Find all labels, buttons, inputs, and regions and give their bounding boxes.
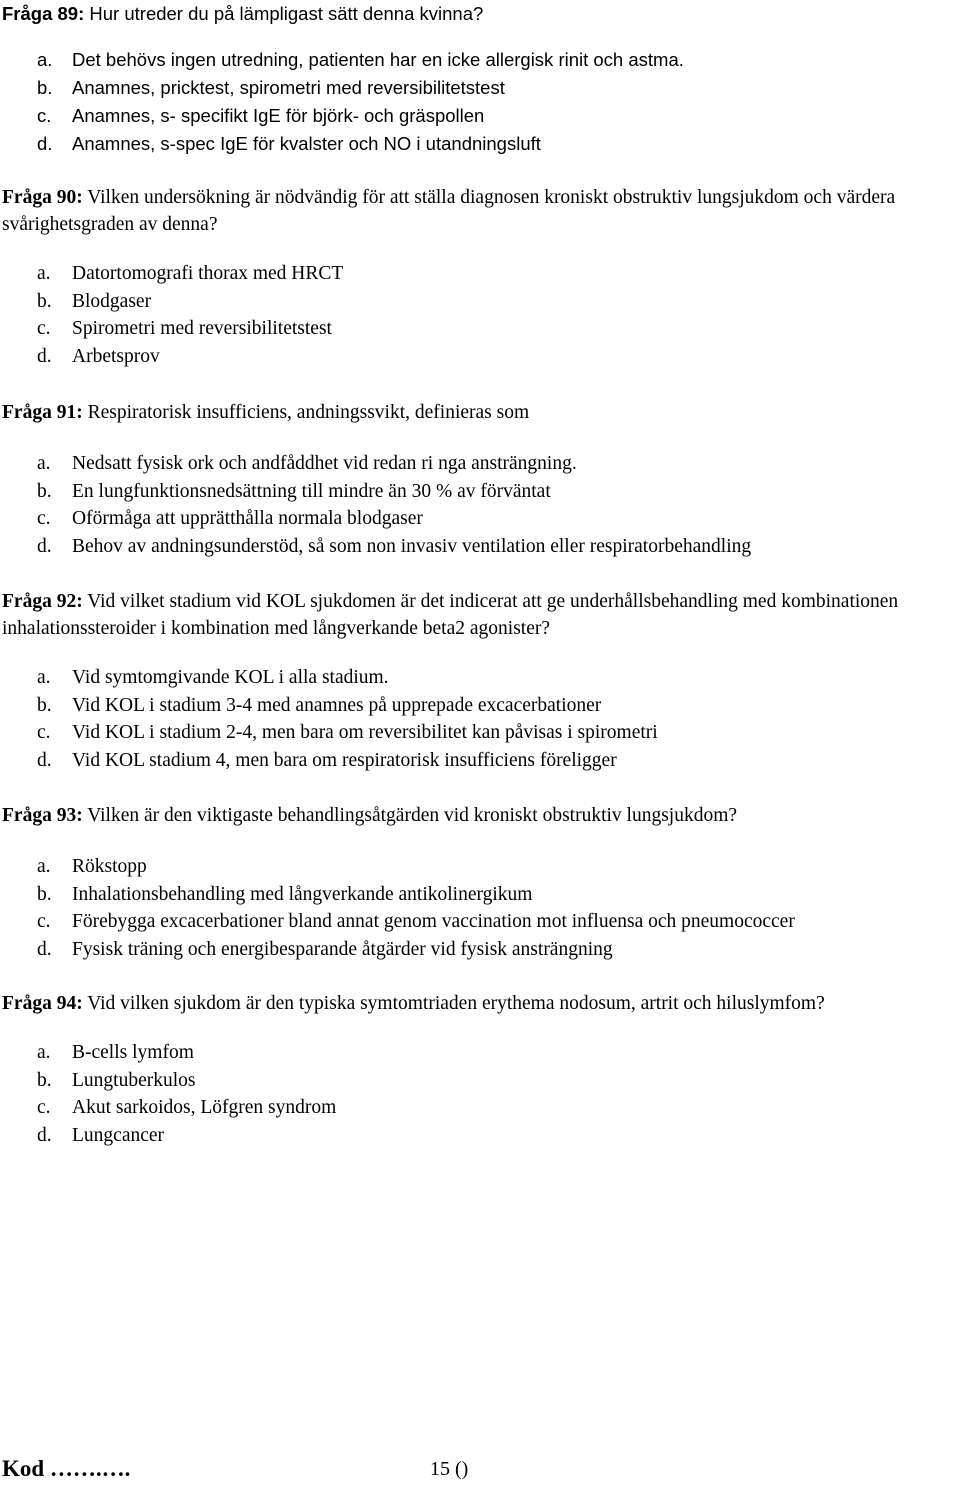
question-label: Fråga 93: xyxy=(2,805,83,826)
question-89 xyxy=(2,0,958,158)
page-number: 15 () xyxy=(430,1458,469,1480)
option-d xyxy=(2,936,958,964)
option-a xyxy=(2,46,958,74)
question-stem xyxy=(2,399,958,426)
option-d xyxy=(2,1122,958,1150)
option-letter: d. xyxy=(37,938,52,960)
option-letter: c. xyxy=(37,318,51,339)
option-letter: a. xyxy=(37,1042,51,1063)
question-label: Fråga 92: xyxy=(2,591,83,612)
question-90 xyxy=(2,184,958,370)
option-text: Anamnes, pricktest, spirometri med reversibilitetstest xyxy=(72,77,505,98)
option-c xyxy=(2,719,958,747)
question-stem xyxy=(2,184,958,238)
option-text: En lungfunktionsnedsättning till mindre än 30 % av förväntat xyxy=(72,480,551,502)
question-stem xyxy=(2,802,958,829)
option-text: Blodgaser xyxy=(72,290,152,312)
option-a xyxy=(2,260,958,288)
option-text: Anamnes, s- specifikt IgE för björk- och gräspollen xyxy=(72,105,485,126)
question-stem xyxy=(2,588,958,642)
option-letter: c. xyxy=(37,722,51,743)
option-text: Arbetsprov xyxy=(72,345,160,367)
option-letter: a. xyxy=(37,263,51,284)
option-letter: d. xyxy=(37,133,53,154)
option-c xyxy=(2,505,958,533)
answer-options xyxy=(2,46,958,158)
option-a xyxy=(2,1039,958,1067)
option-text: Vid symtomgivande KOL i alla stadium. xyxy=(72,667,389,688)
option-b xyxy=(2,692,958,720)
option-text: Inhalationsbehandling med långverkande antikolinergikum xyxy=(72,883,533,905)
option-d xyxy=(2,747,958,775)
option-letter: c. xyxy=(37,508,51,529)
page-footer xyxy=(2,1456,958,1488)
option-letter: d. xyxy=(37,749,52,771)
option-text: Oförmåga att upprätthålla normala blodgaser xyxy=(72,508,423,529)
option-d xyxy=(2,130,958,158)
option-text: Fysisk träning och energibesparande åtgärder vid fysisk ansträngning xyxy=(72,938,613,960)
option-letter: b. xyxy=(37,290,52,312)
question-text: Vilken är den viktigaste behandlingsåtgärden vid kroniskt obstruktiv lungsjukdom? xyxy=(87,805,738,826)
question-stem xyxy=(2,990,958,1017)
option-text: Vid KOL i stadium 2-4, men bara om reversibilitet kan påvisas i spirometri xyxy=(72,722,658,743)
option-text: Vid KOL i stadium 3-4 med anamnes på upprepade excacerbationer xyxy=(72,694,602,716)
option-text: Nedsatt fysisk ork och andfåddhet vid redan ri nga ansträngning. xyxy=(72,453,577,474)
option-text: Lungcancer xyxy=(72,1124,165,1146)
question-94 xyxy=(2,990,958,1149)
option-letter: c. xyxy=(37,1097,51,1118)
option-c xyxy=(2,1094,958,1122)
answer-options xyxy=(2,260,958,370)
option-letter: b. xyxy=(37,883,52,905)
option-letter: d. xyxy=(37,345,52,367)
question-text: Respiratorisk insufficiens, andningssvikt, definieras som xyxy=(87,402,530,423)
option-letter: b. xyxy=(37,480,52,502)
option-letter: a. xyxy=(37,667,51,688)
kod-field: Kod …….…. xyxy=(2,1456,131,1481)
question-91 xyxy=(2,399,958,560)
option-a xyxy=(2,853,958,881)
option-text: Förebygga excacerbationer bland annat genom vaccination mot influensa och pneumococcer xyxy=(72,911,795,932)
option-text: Anamnes, s-spec IgE för kvalster och NO i utandningsluft xyxy=(72,133,541,154)
answer-options xyxy=(2,450,958,560)
option-letter: c. xyxy=(37,911,51,932)
option-b xyxy=(2,288,958,316)
question-label: Fråga 89: xyxy=(2,3,85,24)
option-b xyxy=(2,74,958,102)
option-d xyxy=(2,343,958,371)
option-text: Lungtuberkulos xyxy=(72,1069,196,1091)
option-c xyxy=(2,315,958,343)
answer-options xyxy=(2,1039,958,1149)
option-letter: b. xyxy=(37,77,53,98)
option-text: Akut sarkoidos, Löfgren syndrom xyxy=(72,1097,337,1118)
option-c xyxy=(2,102,958,130)
option-text: B-cells lymfom xyxy=(72,1042,194,1063)
option-letter: c. xyxy=(37,105,52,126)
question-label: Fråga 94: xyxy=(2,993,83,1014)
option-a xyxy=(2,450,958,478)
option-c xyxy=(2,908,958,936)
option-text: Rökstopp xyxy=(72,856,147,877)
answer-options xyxy=(2,664,958,774)
question-text: Vid vilket stadium vid KOL sjukdomen är det indicerat att ge underhållsbehandling med kombinationen inhalationssteroider i kombination med långverkande beta2 agonister? xyxy=(2,591,899,639)
option-d xyxy=(2,533,958,561)
option-letter: b. xyxy=(37,1069,52,1091)
question-text: Vilken undersökning är nödvändig för att ställa diagnosen kroniskt obstruktiv lungsjukdom och värdera svårighetsgraden av denna? xyxy=(2,187,896,235)
option-text: Vid KOL stadium 4, men bara om respiratorisk insufficiens föreligger xyxy=(72,749,617,771)
question-label: Fråga 90: xyxy=(2,187,83,208)
option-letter: b. xyxy=(37,694,52,716)
question-label: Fråga 91: xyxy=(2,402,83,423)
answer-options xyxy=(2,853,958,963)
question-text: Vid vilken sjukdom är den typiska symtomtriaden erythema nodosum, artrit och hiluslymfom? xyxy=(87,993,825,1014)
option-letter: a. xyxy=(37,453,51,474)
option-letter: d. xyxy=(37,535,52,557)
option-a xyxy=(2,664,958,692)
option-b xyxy=(2,1067,958,1095)
option-letter: a. xyxy=(37,49,53,70)
question-92 xyxy=(2,588,958,774)
option-b xyxy=(2,881,958,909)
option-text: Datortomografi thorax med HRCT xyxy=(72,263,344,284)
option-b xyxy=(2,478,958,506)
option-text: Det behövs ingen utredning, patienten har en icke allergisk rinit och astma. xyxy=(72,49,684,70)
question-stem xyxy=(2,0,958,27)
option-text: Spirometri med reversibilitetstest xyxy=(72,318,332,339)
option-text: Behov av andningsunderstöd, så som non invasiv ventilation eller respiratorbehandling xyxy=(72,535,752,557)
option-letter: a. xyxy=(37,856,51,877)
question-text: Hur utreder du på lämpligast sätt denna kvinna? xyxy=(89,3,484,24)
option-letter: d. xyxy=(37,1124,52,1146)
question-93 xyxy=(2,802,958,963)
